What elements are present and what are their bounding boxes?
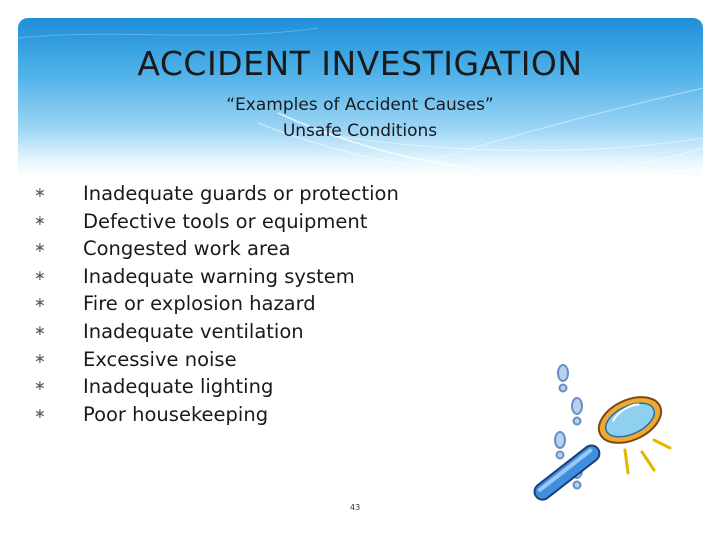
list-item: ∗ Congested work area bbox=[58, 235, 399, 263]
list-item: ∗ Inadequate ventilation bbox=[58, 318, 399, 346]
list-item: ∗ Inadequate lighting bbox=[58, 373, 399, 401]
bullet-star-icon: ∗ bbox=[34, 267, 46, 284]
bullet-star-icon: ∗ bbox=[34, 350, 46, 367]
bullet-star-icon: ∗ bbox=[34, 185, 46, 201]
bullet-star-icon: ∗ bbox=[34, 240, 46, 257]
bullet-star-icon: ∗ bbox=[34, 295, 46, 312]
slide-title: ACCIDENT INVESTIGATION bbox=[137, 44, 583, 83]
list-item: ∗ Inadequate guards or protection bbox=[58, 180, 399, 208]
list-item: ∗ Fire or explosion hazard bbox=[58, 290, 399, 318]
bullet-star-icon: ∗ bbox=[34, 212, 46, 229]
page-number: 43 bbox=[350, 503, 361, 512]
slide-subtitle bbox=[0, 92, 720, 144]
bullet-star-icon: ∗ bbox=[34, 405, 46, 422]
bullet-star-icon: ∗ bbox=[34, 322, 46, 339]
list-item: ∗ Excessive noise bbox=[58, 346, 399, 374]
bullet-list bbox=[34, 180, 399, 428]
list-item: ∗ Inadequate warning system bbox=[58, 263, 399, 291]
list-item: ∗ Poor housekeeping bbox=[58, 401, 399, 429]
list-item: ∗ Defective tools or equipment bbox=[58, 208, 399, 236]
bullet-star-icon: ∗ bbox=[34, 378, 46, 395]
magnifying-glass-footprints-icon bbox=[530, 360, 680, 510]
subtitle-line-1: “Examples of Accident Causes” bbox=[226, 95, 494, 115]
subtitle-line-2: Unsafe Conditions bbox=[282, 121, 438, 141]
